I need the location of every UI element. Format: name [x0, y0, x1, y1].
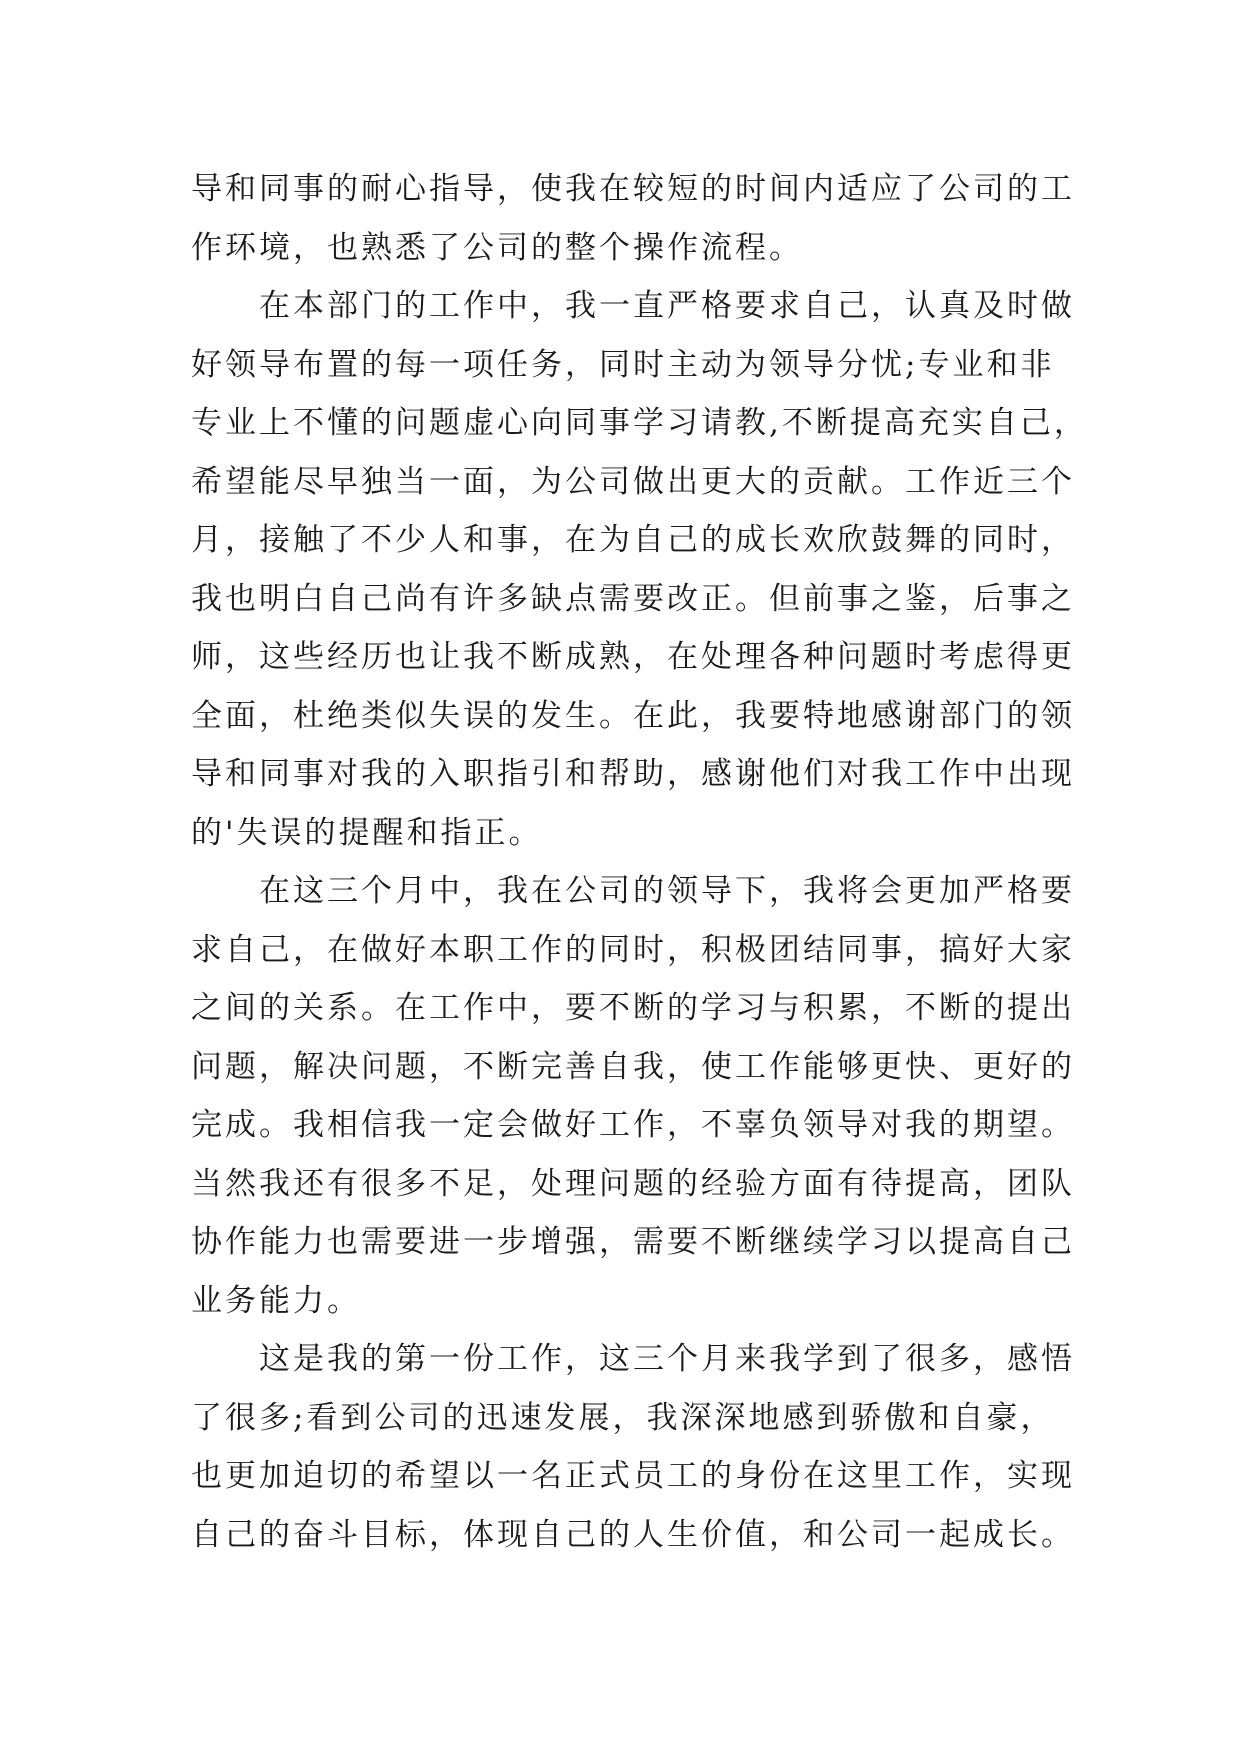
text-line: 问题，解决问题，不断完善自我，使工作能够更快、更好的	[191, 1048, 1075, 1085]
paragraph-4	[191, 1330, 1075, 1564]
text-line: 了很多;看到公司的迅速发展，我深深地感到骄傲和自豪，	[191, 1399, 1055, 1436]
text-line: 完成。我相信我一定会做好工作，不辜负领导对我的期望。	[191, 1107, 1075, 1143]
text-line: 作环境，也熟悉了公司的整个操作流程。	[191, 229, 803, 266]
text-line: 希望能尽早独当一面，为公司做出更大的贡献。工作近三个	[191, 463, 1075, 500]
text-line: 在这三个月中，我在公司的领导下，我将会更加严格要	[259, 873, 1075, 909]
text-line: 我也明白自己尚有许多缺点需要改正。但前事之鉴，后事之	[191, 580, 1075, 617]
text-line: 之间的关系。在工作中，要不断的学习与积累，不断的提出	[191, 990, 1075, 1026]
text-line: 的'失误的提醒和指正。	[191, 814, 543, 851]
text-line: 求自己，在做好本职工作的同时，积极团结同事，搞好大家	[191, 931, 1075, 968]
text-line: 这是我的第一份工作，这三个月来我学到了很多，感悟	[259, 1341, 1075, 1377]
document-body	[191, 160, 1088, 1564]
text-line: 也更加迫切的希望以一名正式员工的身份在这里工作，实现	[191, 1458, 1075, 1494]
text-line: 师，这些经历也让我不断成熟，在处理各种问题时考虑得更	[191, 639, 1075, 675]
text-line: 导和同事对我的入职指引和帮助，感谢他们对我工作中出现	[191, 756, 1075, 792]
text-line: 月，接触了不少人和事，在为自己的成长欢欣鼓舞的同时，	[191, 522, 1075, 558]
text-line: 好领导布置的每一项任务，同时主动为领导分忧;专业和非	[191, 346, 1055, 383]
text-line: 专业上不懂的问题虚心向同事学习请教,不断提高充实自己，	[191, 405, 1088, 441]
paragraph-1	[191, 160, 1075, 277]
text-line: 自己的奋斗目标，体现自己的人生价值，和公司一起成长。	[191, 1516, 1075, 1553]
text-line: 全面，杜绝类似失误的发生。在此，我要特地感谢部门的领	[191, 697, 1075, 734]
paragraph-2	[191, 277, 1088, 862]
paragraph-3	[191, 862, 1075, 1330]
text-line: 当然我还有很多不足，处理问题的经验方面有待提高，团队	[191, 1165, 1075, 1202]
text-line: 在本部门的工作中，我一直严格要求自己，认真及时做	[259, 288, 1075, 324]
text-line: 业务能力。	[191, 1282, 361, 1319]
text-line: 导和同事的耐心指导，使我在较短的时间内适应了公司的工	[191, 171, 1075, 207]
text-line: 协作能力也需要进一步增强，需要不断继续学习以提高自己	[191, 1224, 1075, 1260]
